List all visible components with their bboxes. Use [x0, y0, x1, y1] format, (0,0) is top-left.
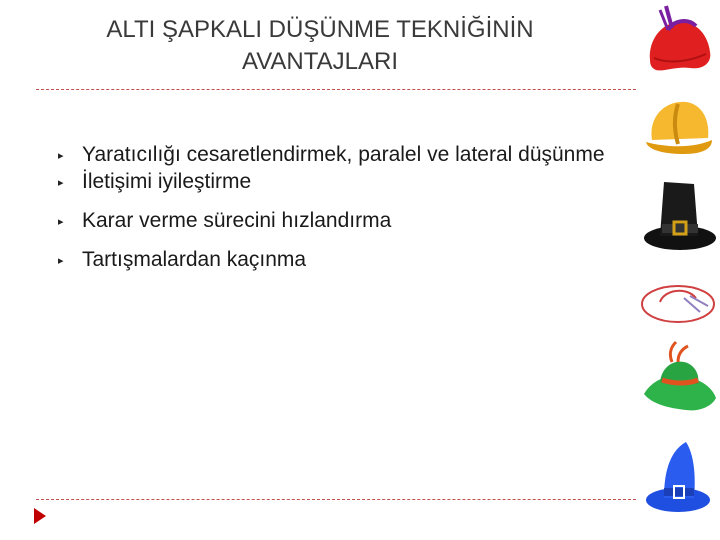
bullet-marker-icon: ▸ — [58, 255, 64, 267]
hat-column — [638, 0, 720, 540]
next-slide-arrow-icon[interactable] — [34, 508, 46, 524]
red-hat-icon — [638, 0, 720, 82]
bullet-item — [58, 142, 638, 168]
black-hat-icon — [638, 178, 720, 260]
yellow-hat-icon — [638, 90, 720, 172]
bullet-text: İletişimi iyileştirme — [82, 170, 252, 193]
bullet-marker-icon: ▸ — [58, 177, 64, 189]
slide-title: ALTI ŞAPKALI DÜŞÜNME TEKNİĞİNİN AVANTAJLARI — [106, 16, 534, 75]
bullet-marker-icon: ▸ — [58, 216, 64, 228]
bullet-list — [58, 142, 638, 286]
blue-hat-icon — [638, 436, 720, 518]
green-hat-icon — [638, 340, 720, 422]
bullet-item — [58, 169, 638, 195]
bullet-text: Tartışmalardan kaçınma — [82, 248, 307, 271]
white-hat-icon — [638, 268, 720, 350]
bullet-text: Yaratıcılığı cesaretlendirmek, paralel ve lateral düşünme — [82, 143, 605, 166]
bullet-item — [58, 208, 638, 234]
top-dashed-divider — [36, 89, 636, 90]
bottom-dashed-divider — [36, 499, 636, 500]
bullet-item — [58, 247, 638, 273]
bullet-text: Karar verme sürecini hızlandırma — [82, 209, 392, 232]
bullet-marker-icon: ▸ — [58, 150, 64, 162]
